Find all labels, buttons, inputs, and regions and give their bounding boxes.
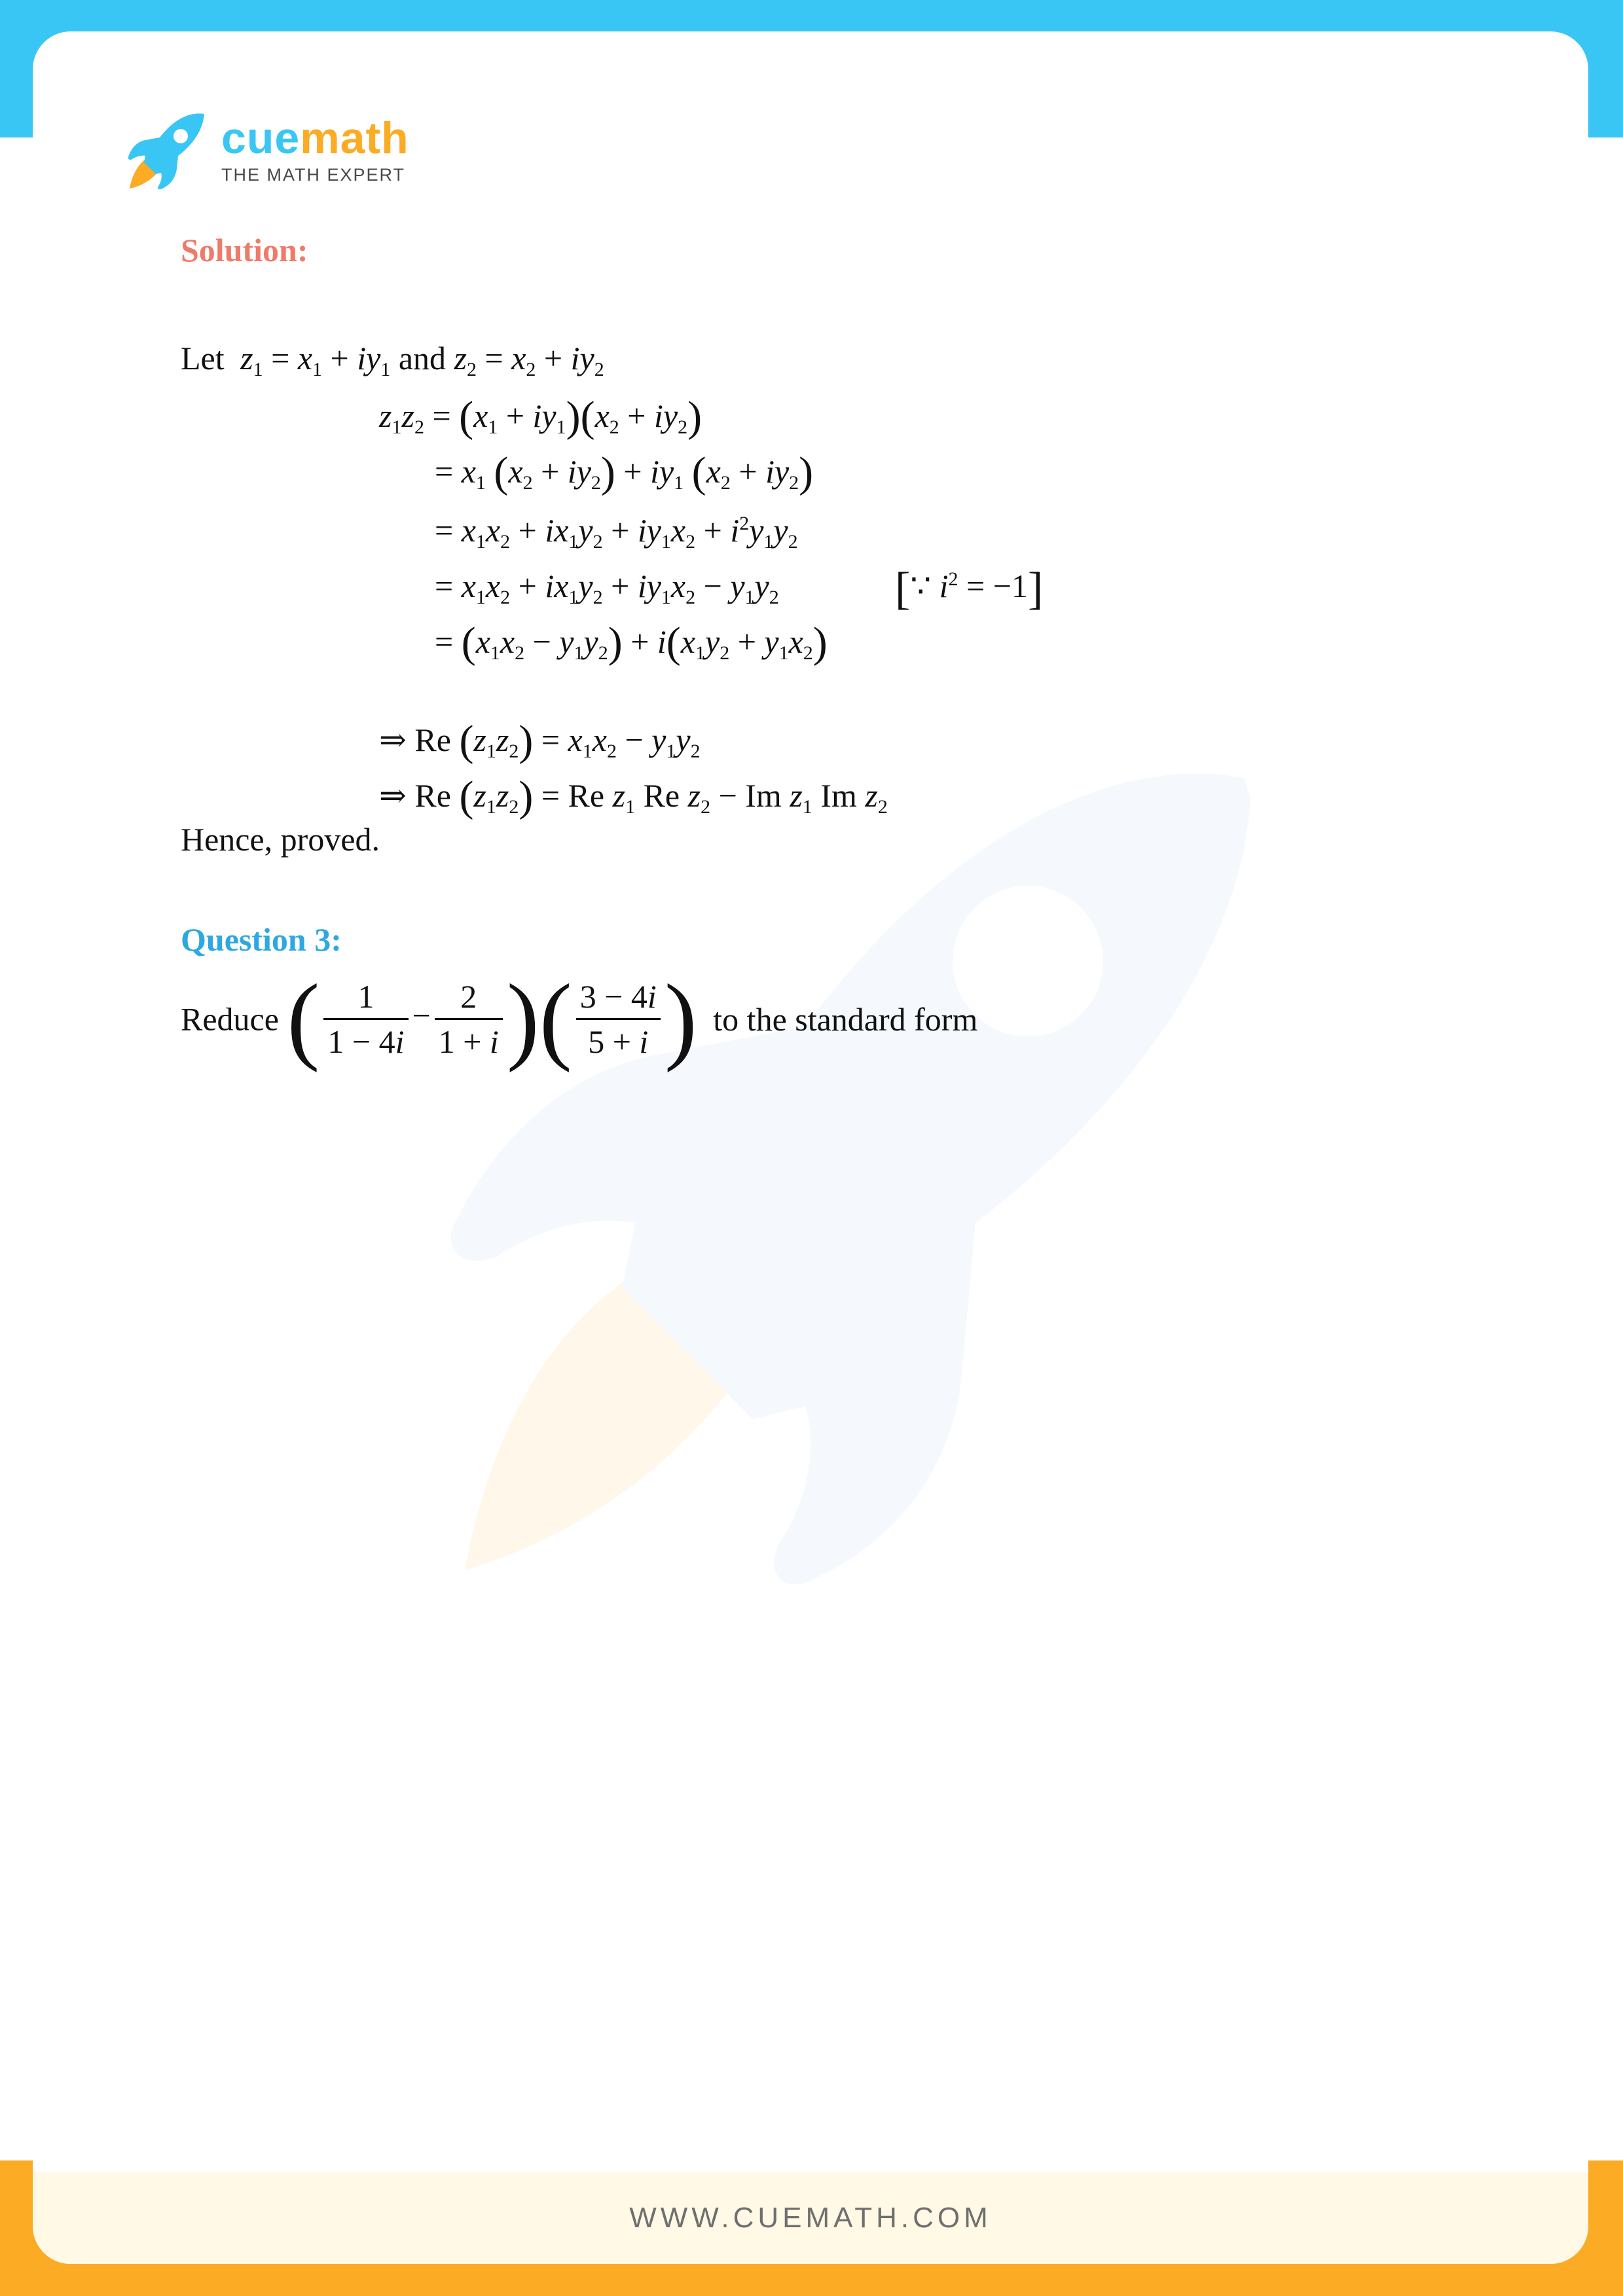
- cuemath-logo: [124, 109, 409, 194]
- question-tail: to the standard form: [713, 1000, 978, 1038]
- page-card: [33, 31, 1588, 2264]
- brand-name: cuemath: [221, 113, 409, 163]
- brand-tagline: THE MATH EXPERT: [221, 165, 406, 185]
- and-word: and: [398, 340, 447, 376]
- result-line-2: ⇒ Re $(z_1z_2) = Re$ $z_1$ Re $z_2 - Im$ $z_1$ Im $z_2$: [379, 773, 888, 820]
- rocket-logo-icon: [124, 109, 210, 194]
- reduce-word: Reduce: [181, 1000, 279, 1038]
- equation-line-2: = $x_1$ $(x_2 + iy_2) + iy_1$ $(x_2 + iy_2)$: [435, 448, 814, 496]
- let-statement: Let $z_1 = x_1 + iy_1$ and $z_2 = x_2 + iy_2$: [181, 340, 604, 380]
- equation-line-4: = $x_1x_2 + ix_1y_2 + iy_1x_2 - y_1y_2$: [435, 568, 779, 608]
- question-statement: Reduce ( $\frac{1}{1 - 4i}$ − $\frac{2}{1 + i}$ )( $\frac{3 - 4i}{5 + i}$ ) to the standard form: [181, 964, 978, 1073]
- rocket-watermark-icon: [439, 738, 1277, 1603]
- question-heading: Question 3:: [181, 921, 342, 958]
- footer-url[interactable]: WWW.CUEMATH.COM: [629, 2202, 992, 2234]
- hence-proved: Hence, proved.: [181, 821, 380, 858]
- equation-line-1: $z_1z_2 = (x_1 + iy_1)(x_2 + iy_2)$: [379, 393, 702, 441]
- equation-line-5: = $(x_1x_2 - y_1y_2) + i(x_1y_2 + y_1x_2)$: [435, 619, 828, 666]
- let-word: Let: [181, 340, 225, 376]
- equation-line-3: = $x_1x_2 + ix_1y_2 + iy_1x_2 + i^2y_1y_2$: [435, 512, 798, 553]
- because-note: [∵ $i^2 = -1$]: [895, 564, 1044, 614]
- solution-heading: Solution:: [181, 232, 308, 268]
- footer: [33, 2172, 1588, 2264]
- result-line-1: ⇒ Re $(z_1z_2) = x_1x_2 - y_1y_2$: [379, 717, 701, 765]
